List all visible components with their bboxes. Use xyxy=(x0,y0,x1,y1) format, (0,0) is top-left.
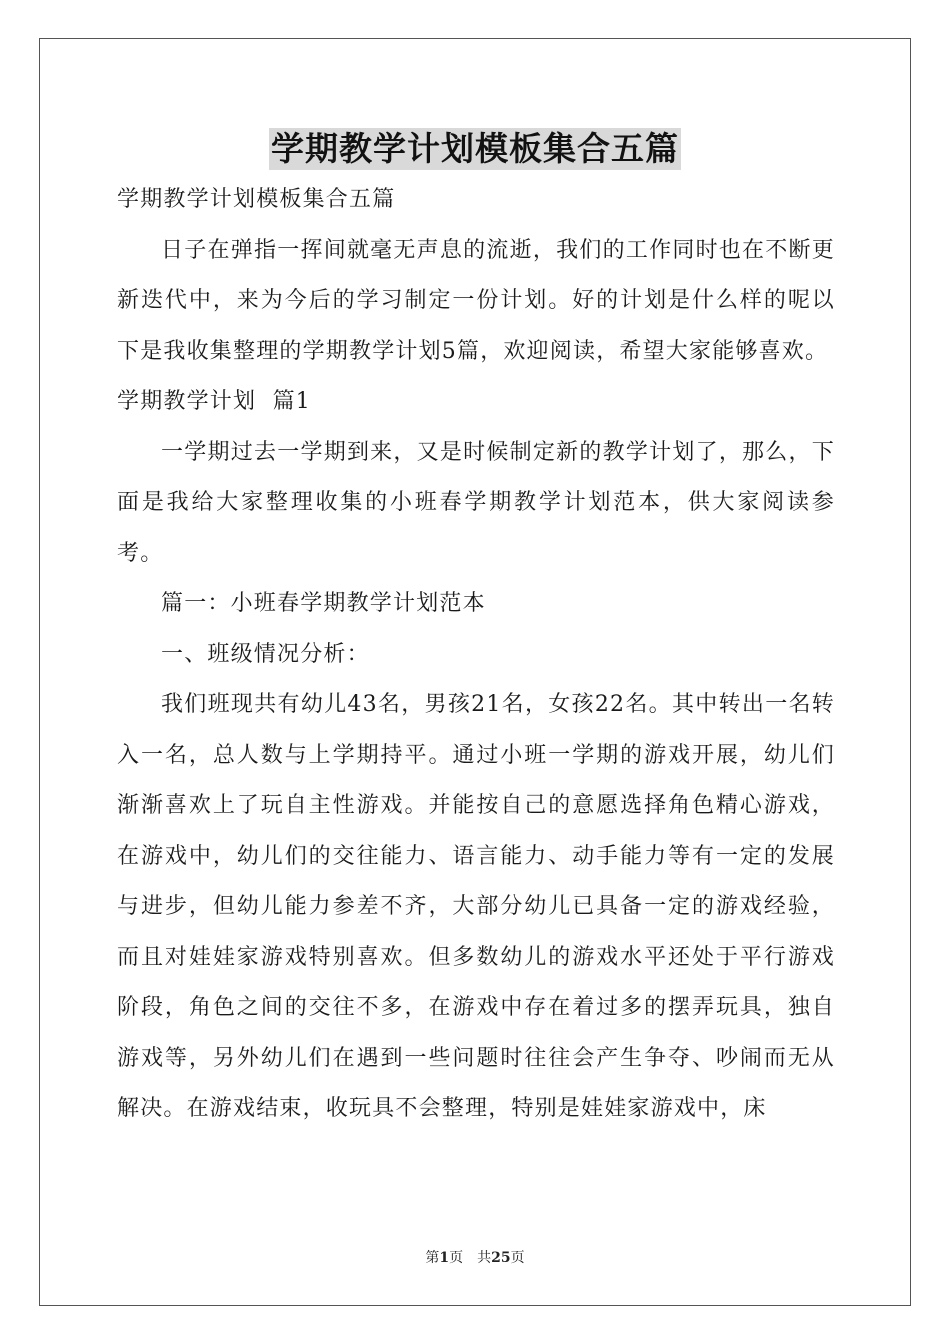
footer-mid: 页 共 xyxy=(449,1250,492,1266)
document-title: 学期教学计划模板集合五篇 xyxy=(271,129,679,168)
footer-prefix: 第 xyxy=(425,1250,440,1266)
paragraph: 一学期过去一学期到来，又是时候制定新的教学计划了，那么，下面是我给大家整理收集的小班春学期教学计划范本，供大家阅读参考。 xyxy=(117,439,835,566)
document-body xyxy=(117,175,835,1135)
footer-total-pages: 25 xyxy=(491,1250,511,1266)
paragraph: 日子在弹指一挥间就毫无声息的流逝，我们的工作同时也在不断更新迭代中，来为今后的学习制定一份计划。好的计划是什么样的呢以下是我收集整理的学期教学计划5篇，欢迎阅读，希望大家能够喜欢。 xyxy=(117,237,835,364)
footer-suffix: 页 xyxy=(510,1250,525,1266)
paragraph: 学期教学计划模板集合五篇 xyxy=(117,187,396,212)
section-heading: 学期教学计划 篇1 xyxy=(117,389,311,414)
title-container xyxy=(0,128,950,170)
page-footer xyxy=(0,1247,950,1267)
paragraph: 篇一：小班春学期教学计划范本 xyxy=(161,591,486,616)
footer-page-number: 1 xyxy=(439,1250,450,1266)
paragraph: 我们班现共有幼儿43名，男孩21名，女孩22名。其中转出一名转入一名，总人数与上学期持平。通过小班一学期的游戏开展，幼儿们渐渐喜欢上了玩自主性游戏。并能按自己的意愿选择角色精心游戏，在游戏中，幼儿们的交往能力、语言能力、动手能力等有一定的发展与进步，但幼儿能力参差不齐，大部分幼儿已具备一定的游戏经验，而且对娃娃家游戏特别喜欢。但多数幼儿的游戏水平还处于平行游戏阶段，角色之间的交往不多，在游戏中存在着过多的摆弄玩具，独自游戏等，另外幼儿们在遇到一些问题时往往会产生争夺、吵闹而无从解决。在游戏结束，收玩具不会整理，特别是娃娃家游戏中，床 xyxy=(117,692,835,1121)
paragraph: 一、班级情况分析： xyxy=(161,641,370,667)
